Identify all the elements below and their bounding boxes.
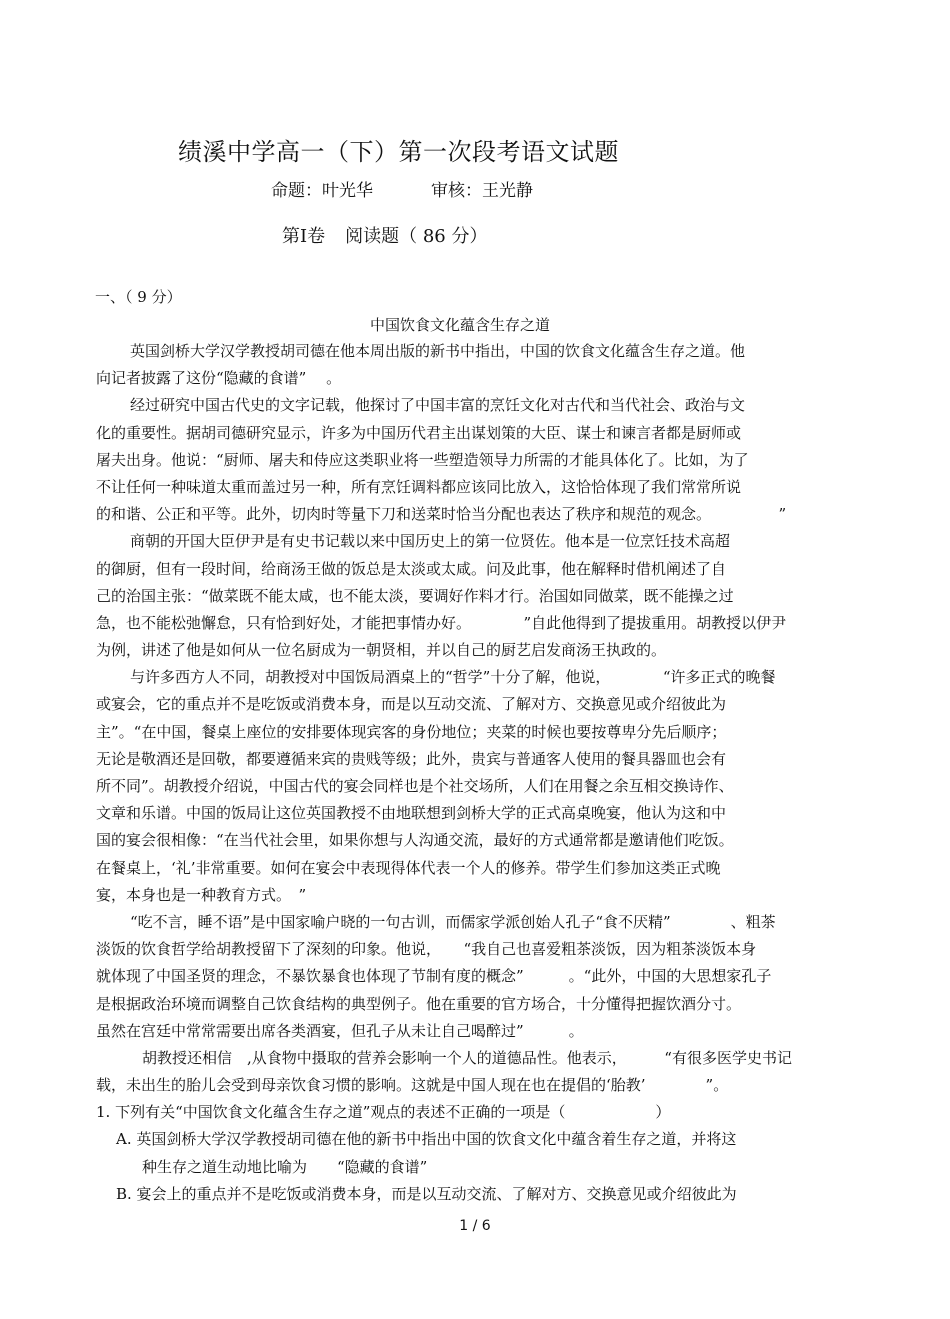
- article-line: 的御厨，但有一段时间，给商汤王做的饭总是太淡或太咸。问及此事，他在解释时借机阐述了自: [96, 559, 727, 578]
- article-line: 经过研究中国古代史的文字记载，他探讨了中国丰富的烹饪文化对古代和当代社会、政治与文: [130, 396, 746, 415]
- question-stem: 1. 下列有关“中国饮食文化蕴含生存之道”观点的表述不正确的一项是（ ）: [96, 1103, 671, 1122]
- article-line: 淡饭的饮食哲学给胡教授留下了深刻的印象。他说， “我自己也喜爱粗茶淡饭，因为粗茶淡饭本身: [96, 940, 757, 959]
- article-line: 就体现了中国圣贤的理念，不暴饮暴食也体现了节制有度的概念” 。“此外，中国的大思想家孔子: [96, 967, 772, 986]
- article-line: “吃不言，睡不语”是中国家喻户晓的一句古训，而儒家学派创始人孔子“食不厌精” 、粗茶: [130, 912, 776, 931]
- setter-label: 命题：叶光华: [271, 181, 373, 201]
- article-line: 虽然在宫廷中常常需要出席各类酒宴，但孔子从未让自己喝醉过” 。: [96, 1021, 584, 1040]
- article-line: 急，也不能松弛懈怠，只有恰到好处，才能把事情办好。 ”自此他得到了提拔重用。胡教授以伊尹: [96, 613, 787, 632]
- article-line: 己的治国主张：“做菜既不能太咸，也不能太淡，要调好作料才行。治国如同做菜，既不能操之过: [96, 586, 734, 605]
- article-line: 商朝的开国大臣伊尹是有史书记载以来中国历史上的第一位贤佐。他本是一位烹饪技术高超: [130, 532, 731, 551]
- section-heading: 一、（ 9 分）: [95, 288, 182, 306]
- article-line: 是根据政治环境而调整自己饮食结构的典型例子。他在重要的官方场合，十分懂得把握饮酒分寸。: [96, 994, 742, 1013]
- volume-label: 第Ⅰ卷: [282, 226, 326, 247]
- article-line: 的和谐、公正和平等。此外，切肉时等量下刀和送菜时恰当分配也表达了秩序和规范的观念。 ”: [96, 505, 787, 524]
- article-line: 所不同”。胡教授介绍说，中国古代的宴会同样也是个社交场所，人们在用餐之余互相交换诗作、: [96, 777, 734, 795]
- exam-title: 绩溪中学高一（下）第一次段考语文试题: [178, 138, 619, 166]
- article-title: 中国饮食文化蕴含生存之道: [370, 316, 551, 334]
- article-line: 无论是敬酒还是回敬，都要遵循来宾的贵贱等级；此外，贵宾与普通客人使用的餐具器皿也会有: [96, 749, 727, 768]
- article-line: 或宴会，它的重点并不是吃饭或消费本身，而是以互动交流、了解对方、交换意见或介绍彼此为: [96, 695, 727, 714]
- option-a-continued: 种生存之道生动地比喻为 “隐藏的食谱”: [142, 1157, 428, 1176]
- article-line: 为例，讲述了他是如何从一位名厨成为一朝贤相，并以自己的厨艺启发商汤王执政的。: [96, 641, 667, 660]
- article-line: 屠夫出身。他说：“厨师、屠夫和侍应这类职业将一些塑造领导力所需的才能具体化了。比如，为了: [96, 450, 749, 469]
- volume-name: 阅读题（ 86 分）: [345, 226, 488, 247]
- article-body: [96, 338, 856, 1208]
- article-line: 英国剑桥大学汉学教授胡司德在他本周出版的新书中指出，中国的饮食文化蕴含生存之道。他: [130, 342, 746, 360]
- volume-heading: [282, 222, 487, 248]
- article-line: 化的重要性。据胡司德研究显示，许多为中国历代君主出谋划策的大臣、谋士和谏言者都是厨师或: [96, 423, 742, 442]
- exam-credits: [271, 176, 533, 201]
- article-line: 国的宴会很相像：“在当代社会里，如果你想与人沟通交流，最好的方式通常都是邀请他们吃饭。: [96, 831, 734, 850]
- article-line: 宴，本身也是一种教育方式。 ”: [96, 885, 307, 904]
- article-line: 在餐桌上，‘礼’非常重要。如何在宴会中表现得体代表一个人的修养。带学生们参加这类正式晚: [96, 858, 721, 877]
- article-line: 与许多西方人不同，胡教授对中国饭局酒桌上的“哲学”十分了解，他说， “许多正式的晚餐: [130, 668, 776, 687]
- article-line: 主”。“在中国，餐桌上座位的安排要体现宾客的身份地位；夹菜的时候也要按尊卑分先后顺序；: [96, 722, 727, 741]
- article-line: 向记者披露了这份“隐藏的食谱” 。: [96, 369, 342, 388]
- article-line: 载，未出生的胎儿会受到母亲饮食习惯的影响。这就是中国人现在也在提倡的‘胎教’ ”。: [96, 1076, 729, 1095]
- page-number: 1 / 6: [459, 1218, 491, 1234]
- article-line: 不让任何一种味道太重而盖过另一种，所有烹饪调料都应该同比放入，这恰恰体现了我们常常所说: [96, 477, 742, 496]
- article-line: 胡教授还相信 ,从食物中摄取的营养会影响一个人的道德品性。他表示， “有很多医学史书记: [142, 1048, 792, 1067]
- option-b: B. 宴会上的重点并不是吃饭或消费本身，而是以互动交流、了解对方、交换意见或介绍彼此为: [116, 1184, 737, 1203]
- option-a: A. 英国剑桥大学汉学教授胡司德在他的新书中指出中国的饮食文化中蕴含着生存之道，并将这: [116, 1130, 737, 1149]
- article-line: 文章和乐谱。中国的饭局让这位英国教授不由地联想到剑桥大学的正式高桌晚宴，他认为这和中: [96, 804, 727, 823]
- reviewer-label: 审核：王光静: [431, 181, 533, 201]
